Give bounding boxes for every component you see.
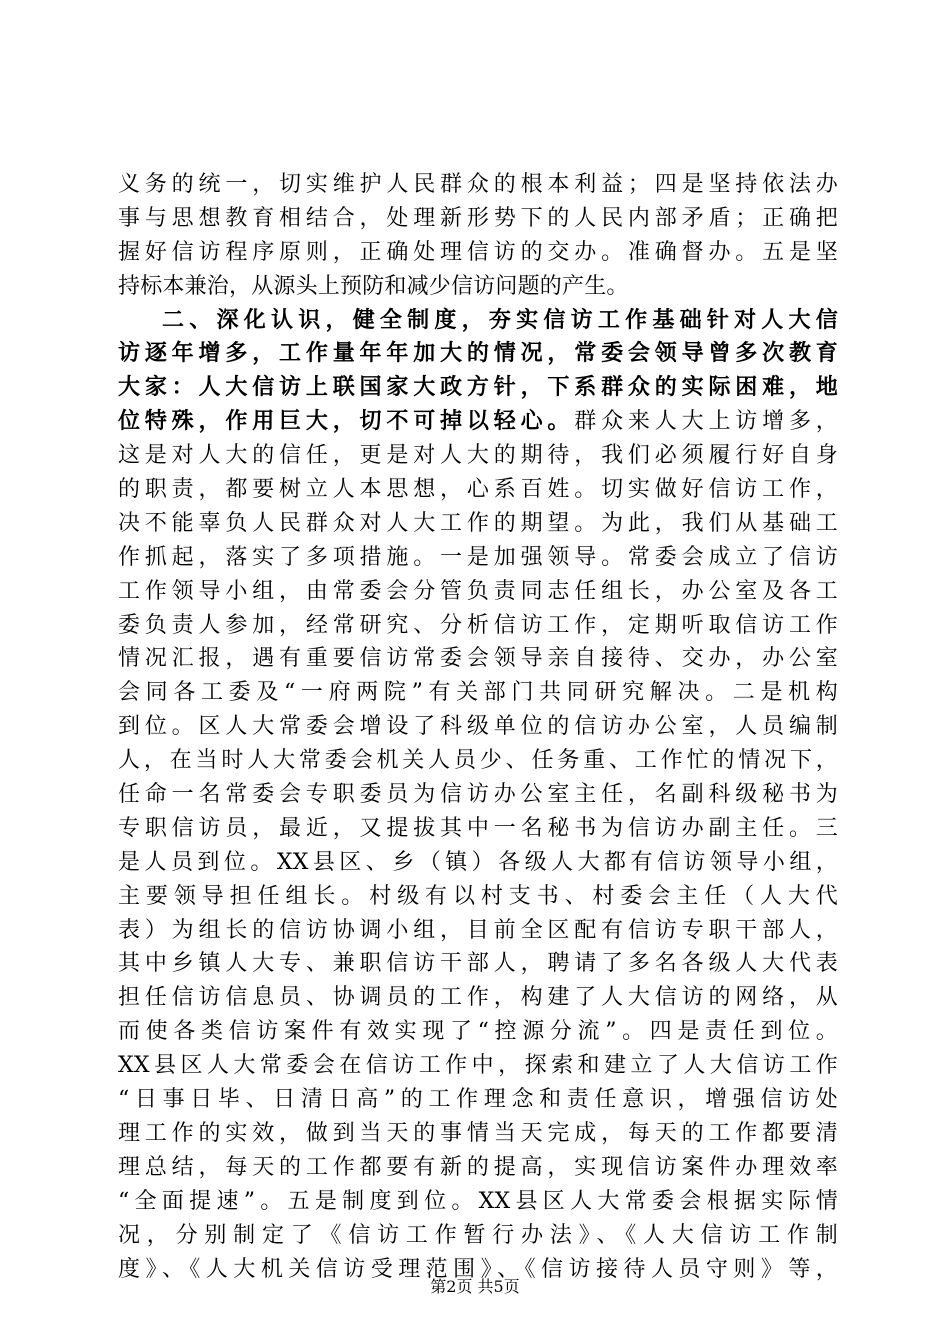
- text-line: [118, 981, 838, 1015]
- text-run: 握好信访程序原则，正确处理信访的交办。准确督办。五是坚: [118, 239, 838, 265]
- text-run: 其中乡镇人大专、兼职信访干部人，聘请了多名各级人大代表: [118, 951, 838, 977]
- text-run: 理总结，每天的工作都要有新的提高，实现信访案件办理效率: [118, 1154, 838, 1180]
- text-run: 表）为组长的信访协调小组，目前全区配有信访专职干部人，: [118, 917, 838, 943]
- text-run: 工作领导小组，由常委会分管负责同志任组长，办公室及各工: [118, 578, 838, 604]
- text-run: 到位。区人大常委会增设了科级单位的信访办公室，人员编制: [118, 714, 838, 740]
- text-line: [118, 507, 838, 541]
- bold-text-run: 访逐年增多，工作量年年加大的情况，常委会领导曾多次教育: [118, 340, 838, 367]
- text-run: “全面提速”。五是制度到位。XX县区人大常委会根据实际情: [118, 1188, 838, 1214]
- text-run: 群众来人大上访增多，: [574, 409, 838, 435]
- text-run: 担任信访信息员、协调员的工作，构建了人大信访的网络，从: [118, 985, 838, 1011]
- text-line: [118, 609, 838, 643]
- text-line: [118, 812, 838, 846]
- page-footer: 第2页 共5页: [430, 1277, 520, 1296]
- text-run: 作抓起，落实了多项措施。一是加强领导。常委会成立了信访: [118, 544, 838, 570]
- text-line: [118, 371, 838, 405]
- text-run: 持标本兼治，从源头上预防和减少信访问题的产生。: [118, 273, 629, 299]
- text-line: [118, 744, 838, 778]
- bold-text-run: 二、深化认识，健全制度，夯实信访工作基础针对人大信: [162, 306, 838, 333]
- text-run: 而使各类信访案件有效实现了“控源分流”。四是责任到位。: [118, 1019, 838, 1045]
- text-run: 决不能辜负人民群众对人大工作的期望。为此，我们从基础工: [118, 510, 838, 536]
- text-line: [118, 473, 838, 507]
- text-run: 义务的统一，切实维护人民群众的根本利益；四是坚持依法办: [118, 172, 838, 197]
- text-line: [118, 1151, 838, 1185]
- text-run: 委负责人参加，经常研究、分析信访工作，定期听取信访工作: [118, 612, 838, 638]
- text-run: 的职责，都要树立人本思想，心系百姓。切实做好信访工作，: [118, 477, 838, 503]
- bold-text-run: 大家：人大信访上联国家大政方针，下系群众的实际困难，地: [118, 374, 838, 401]
- text-run: 况，分别制定了《信访工作暂行办法》、《人大信访工作制: [118, 1222, 838, 1248]
- text-line: [118, 1185, 838, 1219]
- text-run: 情况汇报，遇有重要信访常委会领导亲自接待、交办，办公室: [118, 646, 838, 672]
- text-line: [118, 676, 838, 710]
- body-text: [118, 168, 838, 1286]
- text-run: XX县区人大常委会在信访工作中，探索和建立了人大信访工作: [118, 1053, 838, 1079]
- text-line: [118, 575, 838, 609]
- text-line: [118, 337, 838, 371]
- text-line: [118, 710, 838, 744]
- text-run: 是人员到位。XX县区、乡（镇）各级人大都有信访领导小组，: [118, 849, 838, 875]
- text-run: 事与思想教育相结合，处理新形势下的人民内部矛盾；正确把: [118, 205, 838, 231]
- text-line: [118, 304, 838, 338]
- text-run: 这是对人大的信任，更是对人大的期待，我们必须履行好自身: [118, 443, 838, 469]
- text-run: 专职信访员，最近，又提拔其中一名秘书为信访办副主任。三: [118, 815, 838, 841]
- text-line: [118, 778, 838, 812]
- text-run: 任命一名常委会专职委员为信访办公室主任，名副科级秘书为: [118, 782, 838, 808]
- text-line: [118, 1015, 838, 1049]
- text-run: 会同各工委及“一府两院”有关部门共同研究解决。二是机构: [118, 680, 838, 706]
- text-line: [118, 270, 838, 304]
- text-line: [118, 1049, 838, 1083]
- text-line: [118, 846, 838, 880]
- text-line: [118, 202, 838, 236]
- text-run: 理工作的实效，做到当天的事情当天完成，每天的工作都要清: [118, 1120, 838, 1146]
- text-line: [118, 1219, 838, 1253]
- text-line: [118, 880, 838, 914]
- text-run: 度》、《人大机关信访受理范围》、《信访接待人员守则》等，: [118, 1256, 838, 1282]
- text-run: “日事日毕、日清日高”的工作理念和责任意识，增强信访处: [118, 1087, 838, 1113]
- bold-text-run: 位特殊，作用巨大，切不可掉以轻心。: [118, 408, 575, 435]
- text-line: [118, 236, 838, 270]
- text-line: [118, 168, 838, 202]
- text-line: [118, 1117, 838, 1151]
- text-line: [118, 914, 838, 948]
- text-run: 主要领导担任组长。村级有以村支书、村委会主任（人大代: [118, 883, 838, 909]
- text-line: [118, 1083, 838, 1117]
- text-run: 人，在当时人大常委会机关人员少、任务重、工作忙的情况下，: [118, 748, 838, 774]
- text-line: [118, 642, 838, 676]
- text-line: [118, 947, 838, 981]
- text-line: [118, 541, 838, 575]
- text-line: [118, 439, 838, 473]
- text-line: [118, 405, 838, 439]
